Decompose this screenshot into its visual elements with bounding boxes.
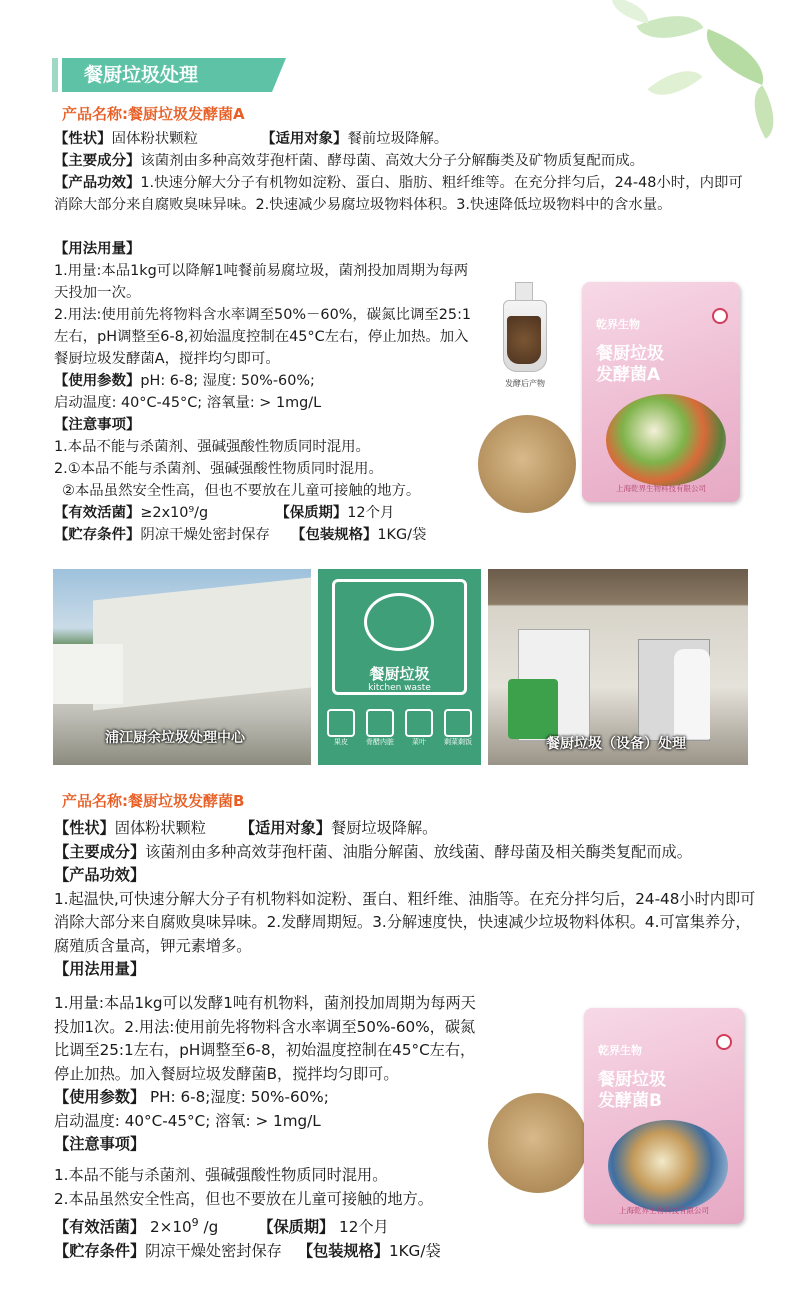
sign-title: 餐厨垃圾 (369, 665, 430, 683)
pouch-food-image (606, 394, 726, 486)
label-storage: 【贮存条件】 (54, 527, 141, 543)
pouch-title-1: 餐厨垃圾 (598, 1070, 666, 1090)
label-b-ingredients: 【主要成分】 (54, 842, 146, 861)
label-package: 【包装规格】 (291, 527, 378, 543)
photo-equipment (488, 569, 748, 765)
pouch-title-2: 发酵菌B (598, 1091, 662, 1111)
pouch-footer: 上海乾界生物科技有限公司 (616, 484, 706, 493)
value-target: 餐前垃圾降解。 (347, 131, 449, 147)
label-usage: 【用法用量】 (54, 241, 141, 257)
value-efficacy: 1.快速分解大分子有机物如淀粉、蛋白、脂肪、粗纤维等。在充分拌匀后，24-48小时，内即可消除大部分来自腐败臭味异味。2.快速减少易腐垃圾物料体积。3.快速降低垃圾物料中的含水量。 (54, 175, 743, 213)
label-efficacy: 【产品功效】 (54, 175, 141, 191)
label-b-efficacy: 【产品功效】 (54, 866, 146, 884)
leaf-decoration (647, 57, 702, 109)
vial-image (495, 282, 555, 402)
pouch-footer: 上海乾界生物科技有限公司 (619, 1206, 709, 1215)
label-b-activity: 【有效活菌】 (54, 1218, 146, 1237)
value-activity: ≥2x10⁹/g (140, 505, 209, 521)
pouch-brand: 乾界生物 (598, 1044, 642, 1057)
label-b-properties: 【性状】 (54, 819, 115, 837)
label-shelf-life: 【保质期】 (275, 505, 348, 521)
photo-kitchen-waste-sign (318, 569, 481, 765)
product-b-usage: 1.用量:本品1kg可以发酵1吨有机物料，菌剂投加周期为每两天投加1次。2.用法:使用前先将物料含水率调至50%-60%，碳氮比调至25:1左右，pH调整至6-8，初始温度控制在45°C左右，停止加热。加入餐厨垃圾发酵菌B，搅拌均匀即可。 【使用参数】 PH: 6-8;湿度: 50%-60%; 启动温度: 40°C-45°C; 溶氧: > 1mg/L 【注意事项】 (54, 994, 476, 1153)
label-target: 【适用对象】 (261, 131, 348, 147)
product-a-pouch (582, 282, 740, 502)
product-a-name: 产品名称:餐厨垃圾发酵菌A (62, 105, 245, 123)
sign-item-bones: 骨醋内脏 (363, 709, 397, 759)
sign-item-leftovers: 剩菜剩饭 (441, 709, 475, 759)
label-b-storage: 【贮存条件】 (54, 1241, 146, 1260)
product-b-pouch (584, 1008, 744, 1224)
label-activity: 【有效活菌】 (54, 505, 141, 521)
value-package: 1KG/袋 (377, 527, 427, 543)
label-b-package: 【包装规格】 (297, 1241, 389, 1260)
pouch-food-image (608, 1120, 728, 1212)
note-2: 2.①本品不能与杀菌剂、强碱强酸性物质同时混用。 (54, 461, 383, 477)
note-1: 1.本品不能与杀菌剂、强碱强酸性物质同时混用。 (54, 439, 370, 455)
brand-logo-icon (716, 1034, 732, 1050)
vial-caption: 发酵后产物 (505, 379, 545, 388)
sign-subtitle: kitchen waste (368, 683, 431, 693)
sign-item-leaves: 菜叶 (402, 709, 436, 759)
value-ingredients: 该菌剂由多种高效芽孢杆菌、酵母菌、高效大分子分解酶类及矿物质复配而成。 (140, 153, 645, 169)
label-b-notes: 【注意事项】 (54, 1135, 146, 1153)
powder-image-b (488, 1093, 588, 1193)
usage-method: 2.用法:使用前先将物料含水率调至50%－60%，碳氮比调至25:1左右，pH调整至6-8,初始温度控制在45°C左右，停止加热。加入餐厨垃圾发酵菌A，搅拌均匀即可。 (54, 307, 472, 367)
value-properties: 固体粉状颗粒 (111, 131, 198, 147)
pouch-title-1: 餐厨垃圾 (596, 344, 664, 364)
label-params: 【使用参数】 (54, 373, 141, 389)
product-b-name: 产品名称:餐厨垃圾发酵菌B (62, 792, 245, 810)
value-params-2: 启动温度: 40°C-45°C; 溶氧量: > 1mg/L (54, 395, 322, 411)
product-a-line-2 (54, 150, 754, 172)
leaf-decoration (609, 0, 652, 23)
sign-item-peel: 果皮 (324, 709, 358, 759)
fish-bone-icon (364, 593, 434, 651)
product-a-text (54, 128, 754, 216)
pouch-title-2: 发酵菌A (596, 365, 661, 385)
product-a-usage (54, 238, 474, 546)
label-b-shelf-life: 【保质期】 (258, 1218, 335, 1237)
value-storage: 阴凉干燥处密封保存 (140, 527, 270, 543)
value-params: pH: 6-8; 湿度: 50%-60%; (140, 373, 315, 389)
label-properties: 【性状】 (54, 131, 112, 147)
leaf-decoration (636, 1, 703, 54)
label-b-params: 【使用参数】 (54, 1088, 146, 1106)
label-b-usage: 【用法用量】 (54, 960, 146, 978)
note-3: ②本品虽然安全性高，但也不要放在儿童可接触的地方。 (62, 483, 421, 499)
powder-image-a (478, 415, 576, 513)
pouch-brand: 乾界生物 (596, 318, 640, 331)
value-shelf-life: 12个月 (347, 505, 395, 521)
label-b-target: 【适用对象】 (239, 819, 331, 837)
caption-equipment: 餐厨垃圾（设备）处理 (546, 736, 686, 752)
title-accent (52, 58, 58, 92)
photo-processing-center (53, 569, 311, 765)
label-notes: 【注意事项】 (54, 417, 141, 433)
caption-processing-center: 浦江厨余垃圾处理中心 (105, 730, 245, 746)
product-b-notes: 1.本品不能与杀菌剂、强碱强酸性物质同时混用。 2.本品虽然安全性高，但也不要放在儿童可接触的地方。 【有效活菌】 $2\times 10^9$ /g 【保质期】 12个月 【贮存条件】阴凉干燥处密封保存 【包装规格】1KG/袋 (54, 1166, 441, 1260)
product-a-line-3 (54, 172, 754, 216)
label-ingredients: 【主要成分】 (54, 153, 141, 169)
product-a-line-1 (54, 128, 754, 150)
section-title: 餐厨垃圾处理 (62, 58, 272, 92)
leaf-decoration (696, 29, 773, 85)
brand-logo-icon (712, 308, 728, 324)
usage-dose: 1.用量:本品1kg可以降解1吨餐前易腐垃圾，菌剂投加周期为每两天投加一次。 (54, 263, 469, 301)
product-b-text: 【性状】固体粉状颗粒 【适用对象】餐厨垃圾降解。 【主要成分】该菌剂由多种高效芽孢杆菌、油脂分解菌、放线菌、酵母菌及相关酶类复配而成。 【产品功效】 1.起温快,可快速分解大分子有机物料如淀粉、蛋白、粗纤维、油脂等。在充分拌匀后，24-48小时内即可消除大部分来自腐败臭味异味。2.发酵周期短。3.分解速度快，快速减少垃圾物料体积。4.可富集养分，腐殖质含量高，钾元素增多。 【用法用量】 (54, 819, 756, 978)
